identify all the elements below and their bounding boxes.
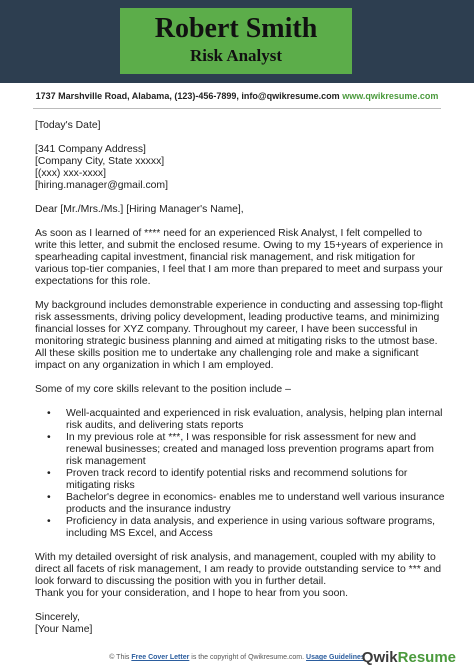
name-box <box>120 8 352 74</box>
signature: [Your Name] <box>35 624 93 635</box>
qwikresume-logo <box>362 649 456 666</box>
footer <box>0 648 474 670</box>
letter-date: [Today's Date] <box>35 120 101 131</box>
free-cover-letter-link[interactable]: Free Cover Letter <box>131 654 190 661</box>
contact-line <box>0 90 474 102</box>
contact-website[interactable]: www.qwikresume.com <box>342 91 439 101</box>
header-divider <box>33 108 441 109</box>
skills-list <box>35 408 445 540</box>
paragraph-thanks: Thank you for your consideration, and I hope to hear from you soon. <box>35 588 349 599</box>
paragraph-skills-intro: Some of my core skills relevant to the position include – <box>35 384 291 395</box>
signoff: Sincerely, <box>35 612 80 623</box>
footer-middle: is the copyright of Qwikresume.com. <box>191 654 305 661</box>
skill-item: • Bachelor's degree in economics- enables me to understand well various insurance products and the insurance industry <box>47 492 445 516</box>
recipient-line: [Company City, State xxxxx] <box>35 156 165 167</box>
paragraph-intro: As soon as I learned of **** need for an experienced Risk Analyst, I felt compelled to write this letter, and submit the enclosed resume. Owing to my 15+years of experience in spearheading capital investment, financial risk management, and risk mitigation for various top-tier companies, I feel that I am more than prepared to meet and surpass your expectations for this role. <box>35 228 444 287</box>
salutation: Dear [Mr./Mrs./Ms.] [Hiring Manager's Name], <box>35 204 244 215</box>
usage-guidelines-link[interactable]: Usage Guidelines <box>306 654 365 661</box>
logo-brand-a: Qwik <box>361 649 398 666</box>
recipient-line: [hiring.manager@gmail.com] <box>35 180 168 191</box>
skill-item: • Proficiency in data analysis, and experience in using various software programs, including MS Excel, and Access <box>47 516 445 540</box>
recipient-line: [(xxx) xxx-xxxx] <box>35 168 106 179</box>
contact-address: 1737 Marshville Road, Alabama, (123)-456-7899, info@qwikresume.com <box>35 91 340 101</box>
paragraph-closing: With my detailed oversight of risk analysis, and management, coupled with my ability to direct all facets of risk management, I am ready to provide outstanding service to *** and look forward to discussing the position with you in further detail. <box>35 552 442 587</box>
skill-item: • In my previous role at ***, I was responsible for risk assessment for new and renewal businesses; created and managed loss prevention programs apart from risk management <box>47 432 445 468</box>
logo-brand-b: Resume <box>397 649 456 666</box>
skill-item: • Proven track record to identify potential risks and recommend solutions for mitigating risks <box>47 468 445 492</box>
job-title: Risk Analyst <box>189 46 283 65</box>
letter-body <box>35 120 445 636</box>
recipient-line: [341 Company Address] <box>35 144 146 155</box>
candidate-name: Robert Smith <box>154 13 318 44</box>
skill-item: • Well-acquainted and experienced in risk evaluation, analysis, helping plan internal risk audits, and delivering stats reports <box>47 408 445 432</box>
footer-prefix: © This <box>109 654 130 661</box>
paragraph-background: My background includes demonstrable experience in conducting and assessing top-flight risk assessments, driving policy development, leading productive teams, and minimizing financial losses for XYZ company. Throughout my career, I have been successful in monitoring strategic business planning and aimed at mitigating risks to the utmost base. All these skills position me to undertake any challenging role and make a significant impact on any organization in which I am employed. <box>35 300 443 371</box>
recipient-block <box>35 144 445 192</box>
header-band <box>0 0 474 83</box>
